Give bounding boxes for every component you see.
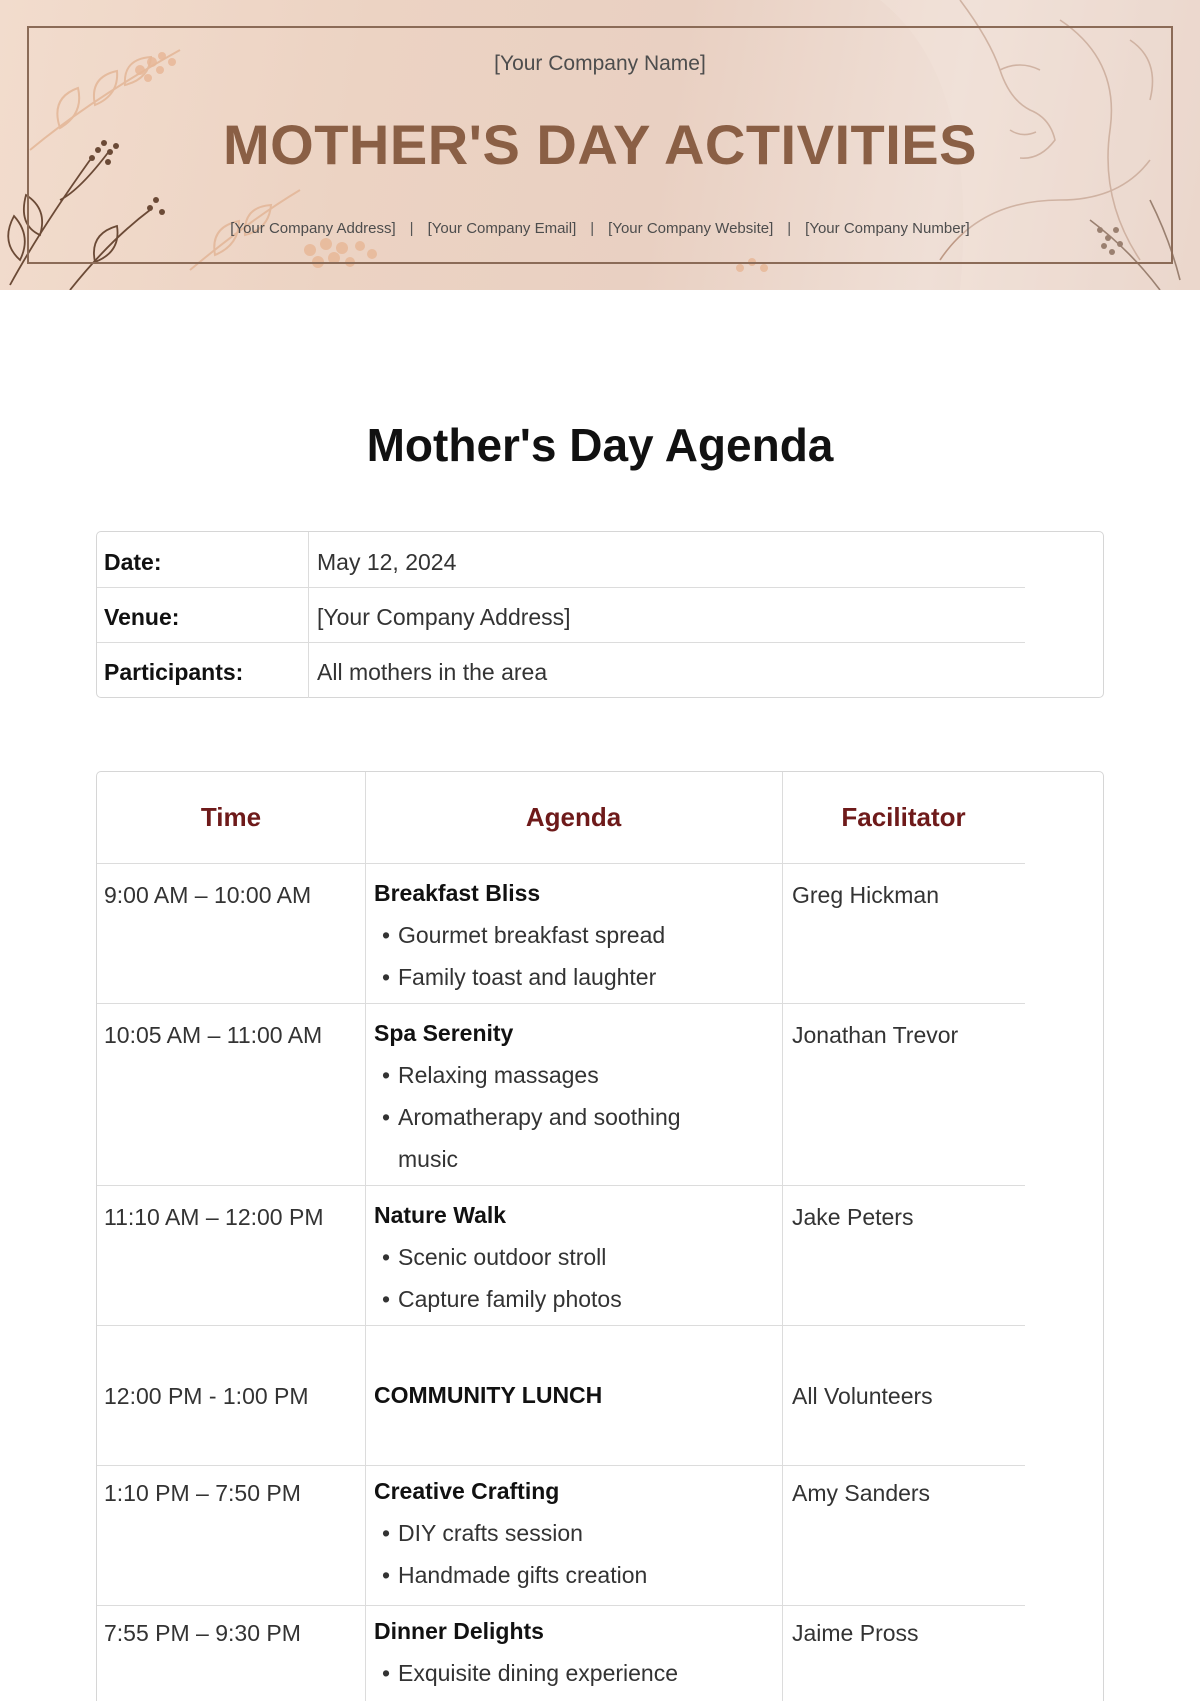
list-item: • Aromatherapy and soothing music	[374, 1096, 734, 1180]
header-agenda: Agenda	[525, 802, 622, 832]
agenda-cell	[374, 1374, 774, 1416]
agenda-cell	[374, 1012, 774, 1180]
info-row-venue	[97, 587, 1025, 643]
activity-title: Creative Crafting	[374, 1478, 560, 1504]
facilitator-cell: Jaime Pross	[792, 1620, 919, 1646]
time-cell: 1:10 PM – 7:50 PM	[104, 1480, 301, 1506]
company-website: [Your Company Website]	[608, 220, 774, 237]
agenda-cell	[374, 1610, 774, 1694]
agenda-cell	[374, 872, 774, 998]
row-divider	[97, 1003, 1025, 1004]
separator: |	[590, 220, 595, 237]
activity-bullets	[374, 914, 774, 998]
info-label: Venue:	[104, 604, 180, 630]
activity-title: Spa Serenity	[374, 1020, 514, 1046]
info-value: May 12, 2024	[317, 549, 457, 575]
list-item: • Family toast and laughter	[374, 956, 774, 998]
agenda-cell	[374, 1470, 774, 1596]
activity-title: Breakfast Bliss	[374, 880, 541, 906]
info-table	[96, 531, 1104, 698]
row-divider	[97, 1605, 1025, 1606]
column-divider	[782, 772, 783, 1701]
header-banner	[0, 0, 1200, 290]
facilitator-cell: Jake Peters	[792, 1204, 914, 1230]
company-address: [Your Company Address]	[230, 220, 396, 237]
info-value: [Your Company Address]	[317, 604, 571, 630]
activity-title: COMMUNITY LUNCH	[374, 1382, 603, 1408]
activity-bullets	[374, 1054, 774, 1180]
activity-title: Dinner Delights	[374, 1618, 544, 1644]
time-cell: 9:00 AM – 10:00 AM	[104, 882, 312, 908]
activity-bullets	[374, 1236, 774, 1320]
company-email: [Your Company Email]	[427, 220, 577, 237]
contact-row	[0, 220, 1200, 237]
banner-title: MOTHER'S DAY ACTIVITIES	[223, 113, 977, 176]
separator: |	[409, 220, 414, 237]
list-item: • Capture family photos	[374, 1278, 774, 1320]
time-cell: 12:00 PM - 1:00 PM	[104, 1383, 309, 1409]
time-cell: 7:55 PM – 9:30 PM	[104, 1620, 301, 1646]
time-cell: 11:10 AM – 12:00 PM	[104, 1204, 324, 1230]
list-item: • Gourmet breakfast spread	[374, 914, 774, 956]
info-label: Date:	[104, 549, 162, 575]
agenda-cell	[374, 1194, 774, 1320]
activity-bullets	[374, 1512, 774, 1596]
company-number: [Your Company Number]	[805, 220, 970, 237]
activity-bullets	[374, 1652, 774, 1694]
facilitator-cell: Greg Hickman	[792, 882, 939, 908]
list-item: • Exquisite dining experience	[374, 1652, 774, 1694]
list-item: • Relaxing massages	[374, 1054, 774, 1096]
list-item: • Handmade gifts creation	[374, 1554, 774, 1596]
facilitator-cell: All Volunteers	[792, 1383, 933, 1409]
info-row-date	[97, 532, 1025, 588]
document-title: Mother's Day Agenda	[366, 419, 834, 471]
info-label: Participants:	[104, 659, 244, 685]
list-item: • DIY crafts session	[374, 1512, 774, 1554]
info-row-participants	[97, 642, 1025, 698]
facilitator-cell: Jonathan Trevor	[792, 1022, 959, 1048]
row-divider	[97, 1325, 1025, 1326]
facilitator-cell: Amy Sanders	[792, 1480, 931, 1506]
list-item: • Scenic outdoor stroll	[374, 1236, 774, 1278]
header-time: Time	[200, 802, 262, 832]
row-divider	[97, 1465, 1025, 1466]
agenda-table	[96, 771, 1104, 1701]
time-cell: 10:05 AM – 11:00 AM	[104, 1022, 323, 1048]
row-divider	[97, 1185, 1025, 1186]
info-value: All mothers in the area	[317, 659, 548, 685]
activity-title: Nature Walk	[374, 1202, 507, 1228]
column-divider	[365, 772, 366, 1701]
header-facilitator: Facilitator	[841, 802, 966, 832]
row-divider	[97, 863, 1025, 864]
company-name: [Your Company Name]	[494, 52, 706, 75]
separator: |	[787, 220, 792, 237]
